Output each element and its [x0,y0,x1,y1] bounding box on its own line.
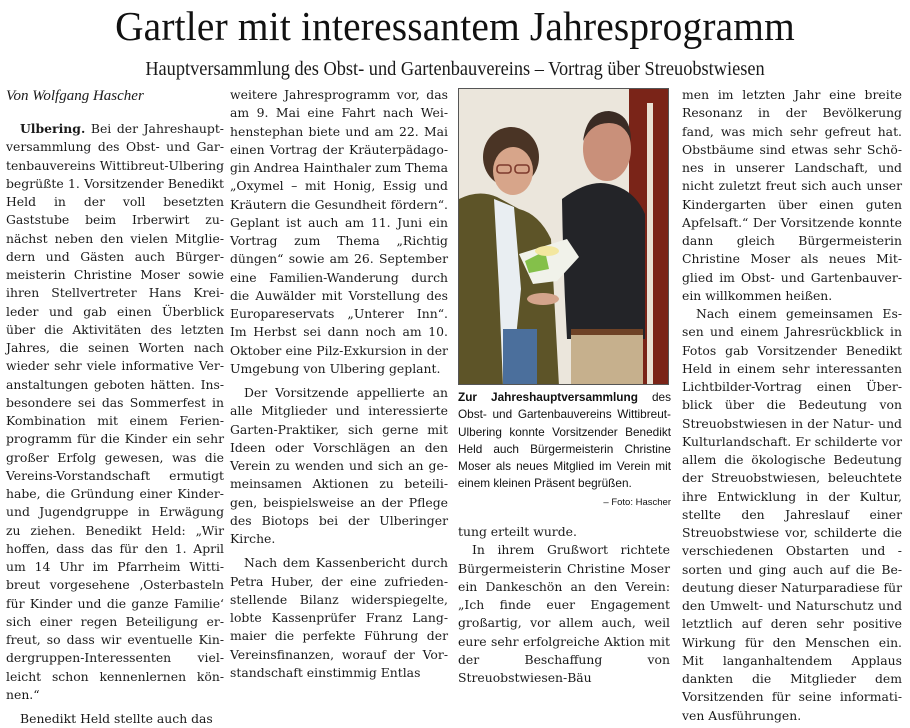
dateline: Ulbering. [20,121,86,136]
photo-caption [458,389,671,511]
photo-image [459,89,669,385]
paragraph: tung erteilt wurde. [458,524,577,539]
paragraph: weitere Jahresprogramm vor, das am 9. Mai eine Fahrt nach Weihenstephan biete und am 22. Mai einen Vortrag der Kräuterpädagogin Andrea Hainthaler zum Thema „Oxymel – mit Honig, Essig und Kräutern die Gesundheit fördern“. Geplant ist auch am 11. Juni ein Vortrag zum Thema „Richtig düngen“ sowie am 26. September eine Familien-Wanderung durch die Auwälder mit Vorstellung des Europareservats „Unterer Inn“. Im Herbst sei dann noch am 10. Oktober eine Pilz-Exkursion in der Umgebung von Ulbering geplant. [230,87,448,376]
paragraph: Der Vorsitzende appellierte an alle Mitglieder und interessierte Garten-Praktiker, sich gerne mit Ideen oder Vorschlägen an den Verein zu wenden und sich an gemeinsamen Aktionen zu beteiligen, beispielsweise an der Pflege des Biotops bei der Ulberinger Kirche. [230,385,448,546]
paragraph: men im letzten Jahr eine breite Resonanz in der Bevölkerung fand, was mich sehr gefreut hat. Obstbäume sind etwas sehr Schönes in unserer Landschaft, und nicht zuletzt freut sich auch unser Kindergarten über einen guten Apfelsaft.“ Der Vorsitzende konnte dann gleich Bürgermeisterin Christine Moser als neues Mitglied im Obst- und Gartenbauverein willkommen heißen. [682,87,902,303]
woman-face [493,147,533,195]
text-column-1 [6,86,224,728]
paragraph: Nach einem gemeinsamen Essen und einem Jahresrückblick in Fotos gab Vorsitzender Benedikt Held in einem sehr interessanten Lichtbilder-Vortrag einen Überblick über die Bedeutung von Streuobstwiesen in der Natur- und Kulturlandschaft. Er schilderte vor allem die ökologische Bedeutung der Streuobstwiesen, beleuchtete ihre Entwicklung in der Kultur, stellte den Jahreslauf einer Streuobstwiese vor, schilderte die verschiedenen Obstarten und -sorten und ging auch auf die Bedeutung dieser Naturparadiese für den Umwelt- und Naturschutz und letztlich auf deren sehr positive Wirkung für den Menschen ein. Mit langanhaltendem Applaus dankten die Mitglieder dem Vorsitzenden für seine informativen Ausführungen. [682,306,902,723]
paragraph-text: Bei der Jahreshauptversammlung des Obst- und Gartenbauvereins Wittibreut-Ulbering begrüßte 1. Vorsitzender Benedikt Held in der voll besetzten Gaststube beim Irberwirt zunächst neben den vielen Mitgliedern und Gästen auch Bürgermeisterin Christine Moser sowie ihren Stellvertreter Hans Kreileder und gab einen Überblick über die Aktivitäten des letzten Jahres, die seinen Worten nach wieder sehr viele informative Veranstaltungen geboten hätten. Insbesondere sei das Sommerfest in Kombination mit einem Ferienprogramm für die Kinder ein sehr großer Erfolg gewesen, was die Vereins-Vorstandschaft ermutigt habe, die Gründung einer Kinder- und Jugendgruppe in Erwägung zu ziehen. Benedikt Held: „Wir hoffen, dass das für den 1. April um 14 Uhr im Pfarrheim Wittibreut vorgesehene ‚Osterbasteln für Kinder und die ganze Familie‘ sich einer regen Beteiligung erfreut, so dass wir eventuelle Kindergruppen-Interessenten vielleicht schon kennenlernen können.“ [6,121,224,702]
man-trousers [571,332,643,385]
paragraph: In ihrem Grußwort richtete Bürgermeisterin Christine Moser ein Dankeschön an den Verein: „Ich finde euer Engagement großartig, vor allem auch, weil eure sehr erfolgreiche Aktion mit der Beschaffung von Streuobstwiesen-Bäu [458,542,670,685]
paragraph: Nach dem Kassenbericht durch Petra Huber, der eine zufriedenstellende Bilanz widerspiegelte, lobte Kassenprüfer Franz Langmaier die perfekte Führung der Vereinsfinanzen, worauf der Vorstandschaft einstimmig Entlas [230,555,448,680]
caption-lead: Zur Jahreshauptversammlung [458,390,638,404]
article-photo [458,88,669,385]
text-column-4 [682,86,902,725]
text-column-3 [458,523,670,687]
caption-text: des Obst- und Gartenbauvereins Wittibreut-Ulbering konnte Vorsitzender Benedikt Held auch Bürgermeisterin Christine Moser als neues Mitglied im Verein mit einem kleinen Präsent begrüßen. [458,390,672,491]
subheadline: Hauptversammlung des Obst- und Gartenbauvereins – Vortrag über Streuobstwiesen [145,59,765,80]
paragraph [6,120,224,704]
text-column-2 [230,86,448,682]
photo-credit: – Foto: Hascher [603,496,671,508]
headline: Gartler mit interessantem Jahresprogramm [115,3,795,49]
byline: Von Wolfgang Hascher [6,88,144,104]
paragraph: Benedikt Held stellte auch das [20,711,213,726]
